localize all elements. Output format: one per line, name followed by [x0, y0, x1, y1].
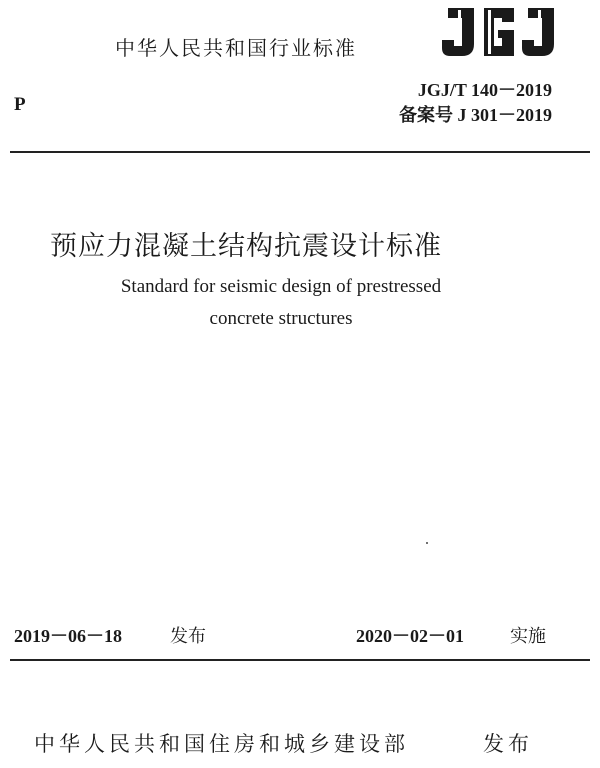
- filing-number: 备案号 J 301－2019: [399, 105, 552, 125]
- jgj-logo: [440, 6, 556, 58]
- title-english-line1: Standard for seismic design of prestressed: [120, 276, 442, 297]
- title-chinese: 预应力混凝土结构抗震设计标准: [50, 231, 442, 262]
- issuer-action: 发布: [483, 732, 533, 756]
- category-heading: 中华人民共和国行业标准: [115, 36, 357, 60]
- issuer-name: 中华人民共和国住房和城乡建设部: [34, 732, 409, 756]
- bottom-divider: [10, 659, 590, 661]
- standard-number: JGJ/T 140－2019: [417, 80, 552, 100]
- top-divider: [10, 151, 590, 153]
- release-date: 2019－06－18: [14, 626, 122, 646]
- scan-speck: [426, 542, 428, 544]
- effective-label: 实施: [510, 626, 546, 647]
- title-english-line2: concrete structures: [209, 308, 353, 329]
- classification-letter: P: [14, 94, 26, 115]
- release-label: 发布: [170, 626, 206, 647]
- effective-date: 2020－02－01: [356, 626, 464, 646]
